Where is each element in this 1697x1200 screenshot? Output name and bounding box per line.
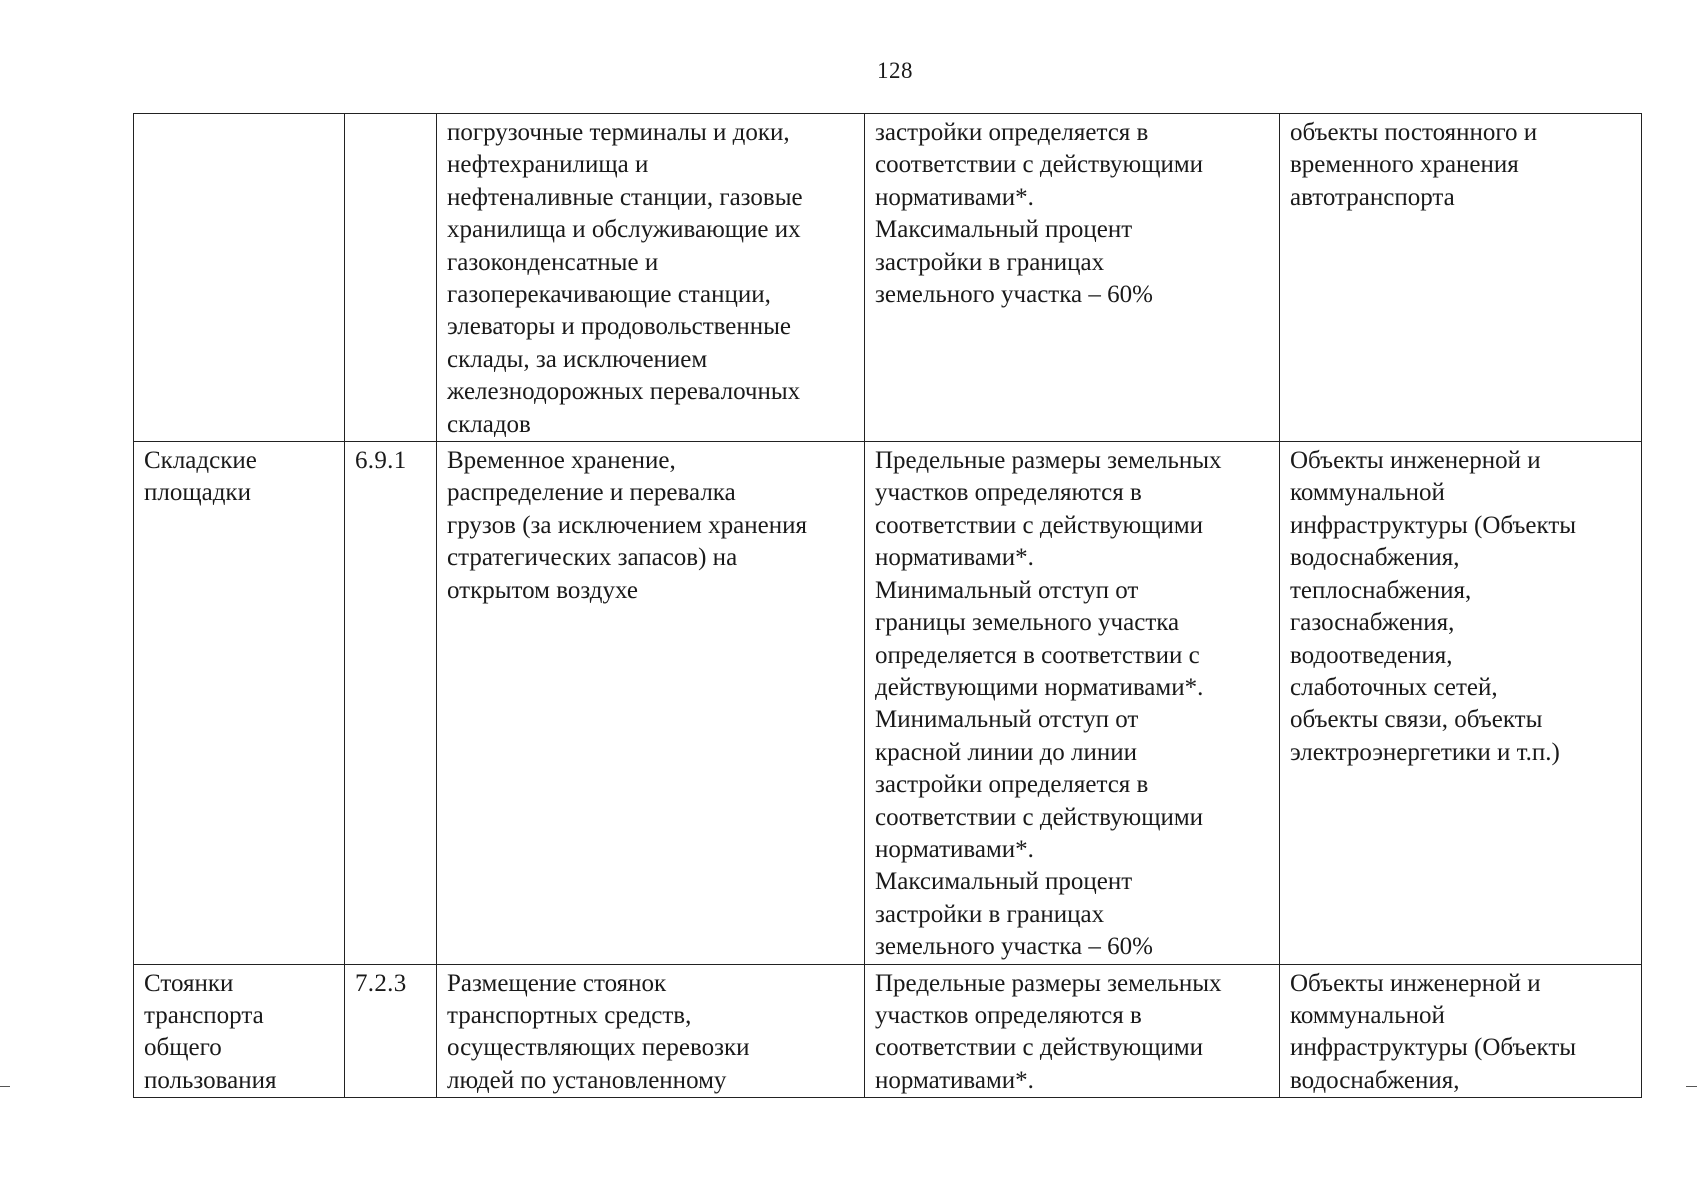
use-type-description: Размещение стоянок транспортных средств, осуществляющих перевозки людей по установленному <box>447 969 750 1094</box>
use-type-parameters: Предельные размеры земельных участков определяются в соответствии с действующими нормативами*. <box>875 969 1222 1094</box>
use-type-parameters: застройки определяется в соответствии с действующими нормативами*. Максимальный процент застройки в границах земельного участка – 60% <box>875 119 1204 309</box>
table-cell-code <box>345 964 437 1098</box>
right-margin-mark <box>1686 1086 1697 1087</box>
table-cell-use-type <box>134 114 345 442</box>
table-cell-auxiliary <box>1280 114 1642 442</box>
use-type-description: погрузочные терминалы и доки, нефтехранилища и нефтеналивные станции, газовые хранилища и обслуживающие их газоконденсатные и газоперекачивающие станции, элеваторы и продовольственные склады, за исключением железнодорожных перевалочных складов <box>447 119 803 438</box>
table-cell-use-type <box>134 964 345 1098</box>
use-type-code: 7.2.3 <box>355 969 407 997</box>
left-margin-mark <box>0 1086 10 1087</box>
table-cell-parameters <box>865 114 1280 442</box>
table-row <box>134 964 1642 1098</box>
table-row <box>134 114 1642 442</box>
table-cell-auxiliary <box>1280 442 1642 965</box>
land-use-table <box>133 113 1642 1098</box>
page-number: 128 <box>877 58 913 83</box>
use-type-parameters: Предельные размеры земельных участков определяются в соответствии с действующими нормативами*. Минимальный отступ от границы земельного участка определяется в соответствии с действующими нормативами*. Минимальный отступ от красной линии до линии застройки определяется в соответствии с действующими нормативами*. Максимальный процент застройки в границах земельного участка – 60% <box>875 447 1222 961</box>
table-cell-parameters <box>865 442 1280 965</box>
use-type-auxiliary: Объекты инженерной и коммунальной инфраструктуры (Объекты водоснабжения, теплоснабжения, газоснабжения, водоотведения, слаботочных сетей, объекты связи, объекты электроэнергетики и т.п.) <box>1290 447 1577 766</box>
use-type-auxiliary: Объекты инженерной и коммунальной инфраструктуры (Объекты водоснабжения, <box>1290 969 1577 1094</box>
table-cell-code <box>345 114 437 442</box>
table-cell-parameters <box>865 964 1280 1098</box>
table-cell-auxiliary <box>1280 964 1642 1098</box>
table-cell-description <box>437 964 865 1098</box>
table-cell-description <box>437 114 865 442</box>
use-type-auxiliary: объекты постоянного и временного хранения автотранспорта <box>1290 119 1538 211</box>
use-type-code: 6.9.1 <box>355 447 407 475</box>
table-cell-code <box>345 442 437 965</box>
table-cell-description <box>437 442 865 965</box>
use-type-name: Стоянки транспорта общего пользования <box>144 969 277 1094</box>
use-type-name: Складские площадки <box>144 447 257 507</box>
table-cell-use-type <box>134 442 345 965</box>
table-row <box>134 442 1642 965</box>
use-type-description: Временное хранение, распределение и перевалка грузов (за исключением хранения стратегических запасов) на открытом воздухе <box>447 447 807 604</box>
